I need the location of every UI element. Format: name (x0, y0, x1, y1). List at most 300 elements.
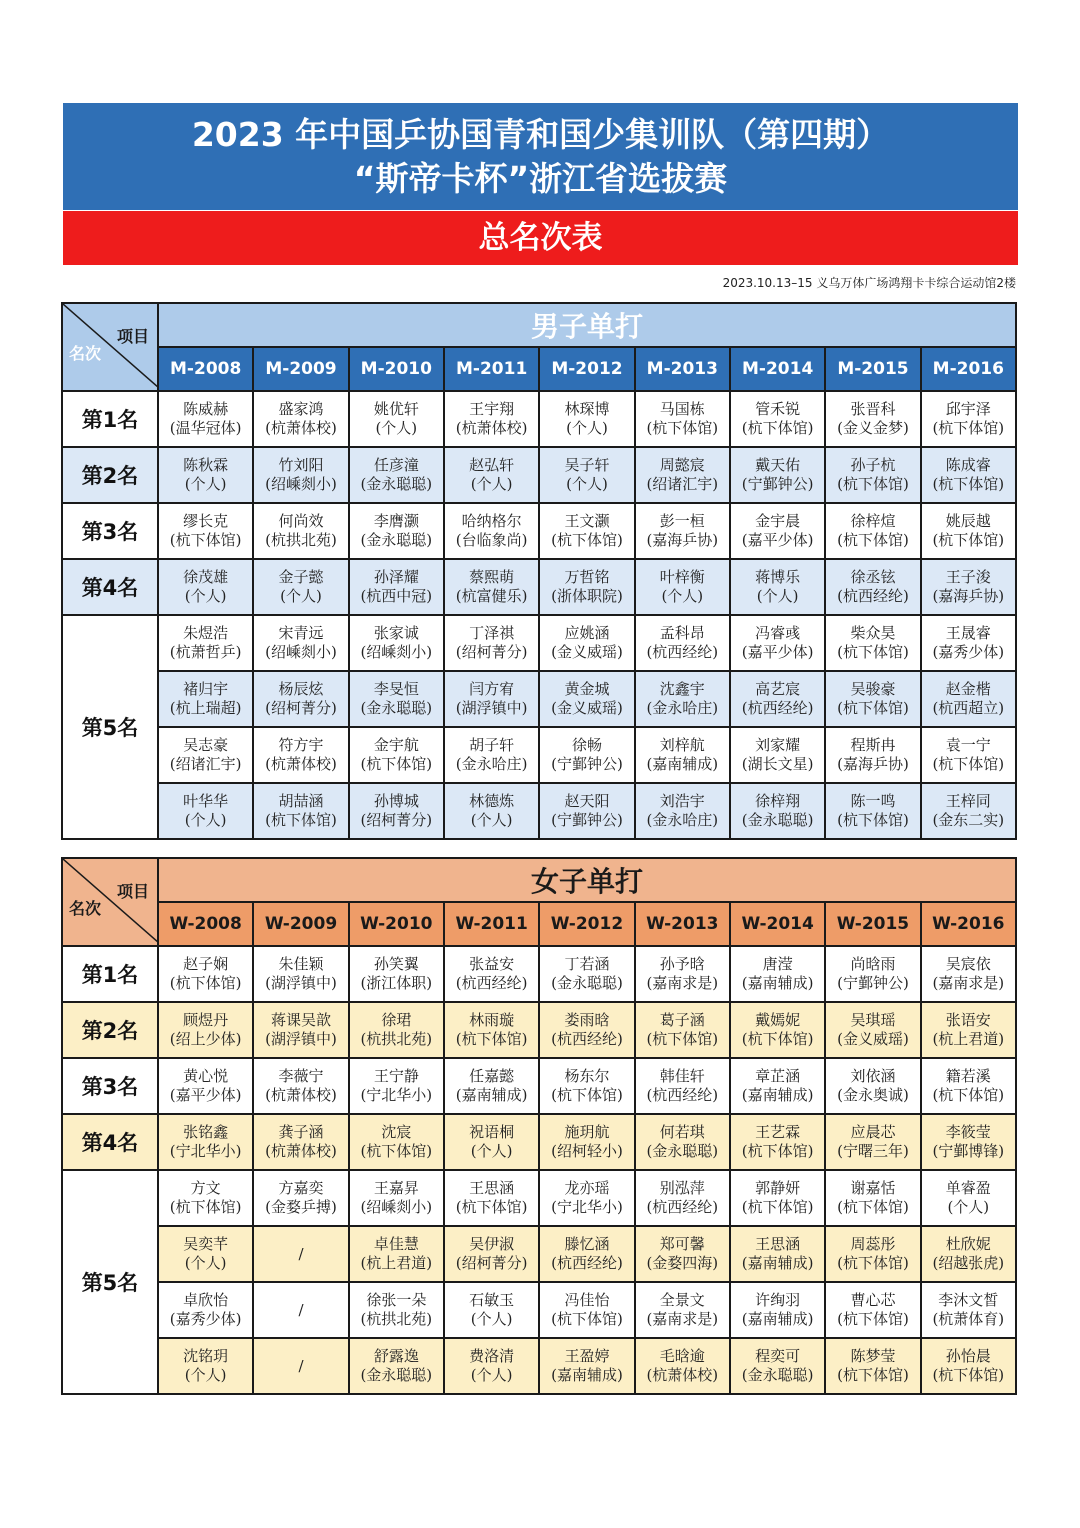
player-name: 孙子杭 (850, 456, 896, 474)
player-club: (湖长文星) (741, 755, 814, 773)
player-name: 陈梦莹 (850, 1347, 896, 1365)
category-header: M-2008 (158, 347, 253, 391)
player-name: 杜欣妮 (945, 1235, 991, 1253)
player-cell (349, 447, 444, 503)
player-name: 章芷涵 (755, 1067, 801, 1085)
player-name: 孟科昂 (659, 624, 705, 642)
player-club: (个人) (184, 1366, 227, 1384)
category-header: W-2008 (158, 902, 253, 946)
player-name: 李沐文皙 (938, 1291, 999, 1309)
player-club: (嘉南求是) (646, 974, 719, 992)
player-name: 金子懿 (278, 568, 324, 586)
player-cell (349, 727, 444, 783)
player-cell (349, 1226, 444, 1282)
player-cell (730, 671, 825, 727)
player-club: (宁鄞钟公) (837, 974, 909, 992)
player-cell (635, 503, 730, 559)
player-cell (539, 503, 634, 559)
player-cell (921, 1114, 1016, 1170)
player-cell (253, 615, 348, 671)
player-club: (杭下体馆) (837, 1198, 909, 1216)
table-row (62, 1114, 1016, 1170)
player-cell (825, 783, 920, 839)
player-name: 万哲铭 (564, 568, 610, 586)
player-cell (539, 1170, 634, 1226)
player-name: 沈铭玥 (183, 1347, 229, 1365)
player-club: (杭下体馆) (455, 1198, 528, 1216)
player-cell (253, 783, 348, 839)
player-cell (921, 1282, 1016, 1338)
rank-label: 第5名 (62, 1170, 158, 1394)
player-cell (349, 671, 444, 727)
player-club: (金义金梦) (837, 419, 909, 437)
player-name: 李旻恒 (373, 680, 419, 698)
player-cell (635, 1058, 730, 1114)
player-cell (825, 1226, 920, 1282)
player-club: (嘉南辅成) (741, 1254, 814, 1272)
category-header: W-2009 (253, 902, 348, 946)
player-club: (宁鄞博锋) (932, 1142, 1005, 1160)
player-name: 赵金楷 (945, 680, 991, 698)
rank-label: 第2名 (62, 1002, 158, 1058)
player-club: (杭拱北苑) (265, 531, 337, 549)
player-name: 任彦潼 (373, 456, 419, 474)
player-club: (个人) (756, 587, 799, 605)
player-name: 盛家鸿 (278, 400, 324, 418)
player-cell (635, 1338, 730, 1394)
player-cell (349, 503, 444, 559)
player-cell (921, 615, 1016, 671)
category-header: M-2009 (253, 347, 348, 391)
player-club: (嘉海乒协) (932, 587, 1005, 605)
player-club: (杭萧体校) (265, 1142, 337, 1160)
player-cell (539, 1114, 634, 1170)
player-cell (444, 1282, 539, 1338)
rank-label: 第1名 (62, 391, 158, 447)
player-name: 王思涵 (755, 1235, 801, 1253)
player-name: 王宁静 (373, 1067, 419, 1085)
player-name: 胡子轩 (469, 736, 515, 754)
player-club: (宁曙三年) (837, 1142, 909, 1160)
player-cell (158, 946, 253, 1002)
player-club: (绍柯轻小) (551, 1142, 623, 1160)
player-cell (349, 559, 444, 615)
player-cell (253, 559, 348, 615)
player-cell (253, 727, 348, 783)
player-cell (730, 1114, 825, 1170)
player-cell (158, 391, 253, 447)
player-name: 沈宸 (381, 1123, 412, 1141)
player-cell (349, 783, 444, 839)
player-club: (杭下体馆) (932, 531, 1005, 549)
player-club: (个人) (470, 1310, 513, 1328)
player-name: 冯睿彧 (755, 624, 801, 642)
category-header: W-2012 (539, 902, 634, 946)
player-name: 丁泽祺 (469, 624, 515, 642)
player-cell (253, 1002, 348, 1058)
player-name: 缪长克 (183, 512, 229, 530)
player-cell (539, 671, 634, 727)
player-name: 叶梓衡 (659, 568, 705, 586)
player-club: (嘉南求是) (646, 1310, 719, 1328)
player-name: 韩佳轩 (659, 1067, 705, 1085)
player-name: 徐丞铉 (850, 568, 896, 586)
player-name: 邱宇泽 (945, 400, 991, 418)
player-club: (杭下体馆) (360, 1142, 433, 1160)
player-name: 刘家耀 (755, 736, 801, 754)
table-row (62, 1170, 1016, 1226)
category-header: M-2010 (349, 347, 444, 391)
player-cell (158, 1114, 253, 1170)
player-club: (金永聪聪) (360, 531, 433, 549)
player-club: (金永聪聪) (741, 811, 814, 829)
player-club: (金婺四海) (646, 1254, 719, 1272)
player-club: (个人) (280, 587, 322, 605)
player-club: (宁鄞钟公) (741, 475, 814, 493)
player-cell (444, 727, 539, 783)
player-club: (杭下体馆) (265, 811, 337, 829)
player-cell (539, 559, 634, 615)
player-name: 卓欣怡 (183, 1291, 229, 1309)
title-line-1: 2023 年中国乒协国青和国少集训队（第四期） (191, 115, 890, 154)
player-cell (444, 1226, 539, 1282)
player-club: (个人) (566, 419, 608, 437)
player-club: (嘉秀少体) (932, 643, 1005, 661)
category-header: W-2013 (635, 902, 730, 946)
player-name: 张家诚 (373, 624, 419, 642)
category-header: W-2016 (921, 902, 1016, 946)
player-cell (825, 1170, 920, 1226)
player-club: (绍越张虎) (932, 1254, 1005, 1272)
player-club: (湖浮镇中) (265, 1030, 337, 1048)
player-cell (921, 727, 1016, 783)
player-name: 徐张一朵 (366, 1291, 427, 1309)
player-name: 袁一宁 (945, 736, 991, 754)
player-cell (825, 1002, 920, 1058)
player-cell (921, 671, 1016, 727)
player-club: (杭下体馆) (837, 1366, 909, 1384)
player-cell (921, 1226, 1016, 1282)
player-name: 何若琪 (659, 1123, 705, 1141)
player-name: 葛子涵 (659, 1011, 705, 1029)
player-name: 吴宸依 (945, 955, 991, 973)
player-name: 卓佳慧 (373, 1235, 419, 1253)
player-name: 戴嫣妮 (755, 1011, 801, 1029)
category-header: M-2013 (635, 347, 730, 391)
player-club: (金永哈庄) (646, 699, 719, 717)
player-club: (杭下体馆) (837, 475, 909, 493)
player-name: 符方宇 (278, 736, 324, 754)
category-header: W-2014 (730, 902, 825, 946)
player-name: 宋青远 (278, 624, 324, 642)
player-cell (444, 447, 539, 503)
player-name: 赵天阳 (564, 792, 610, 810)
player-name: 李薇宁 (278, 1067, 324, 1085)
player-club: (金永聪聪) (360, 1366, 433, 1384)
player-name: 杨辰炫 (278, 680, 324, 698)
player-club: (金义威瑶) (551, 643, 623, 661)
player-cell (730, 559, 825, 615)
player-club: (绍嵊剡小) (360, 1198, 433, 1216)
player-club: (绍柯菁分) (455, 1254, 528, 1272)
player-cell (444, 1170, 539, 1226)
player-club: (杭下体馆) (932, 419, 1005, 437)
player-cell (158, 1282, 253, 1338)
player-club: (个人) (470, 811, 513, 829)
player-cell (730, 1170, 825, 1226)
player-club: (杭萧体育) (932, 1310, 1005, 1328)
player-club: (杭西超立) (932, 699, 1005, 717)
player-name: 张益安 (469, 955, 515, 973)
table-row (62, 391, 1016, 447)
player-club: (杭下体馆) (932, 755, 1005, 773)
player-name: 程斯冉 (850, 736, 896, 754)
player-name: 哈纳格尔 (461, 512, 522, 530)
player-club: (个人) (184, 811, 227, 829)
player-club: (杭上君道) (932, 1030, 1005, 1048)
player-club: (绍诸汇宇) (169, 755, 242, 773)
player-club: (杭西经纶) (551, 1254, 623, 1272)
player-club: (嘉南辅成) (551, 1366, 623, 1384)
player-cell (444, 615, 539, 671)
player-cell (730, 1282, 825, 1338)
player-cell (921, 391, 1016, 447)
player-club: (杭下体馆) (455, 1030, 528, 1048)
player-cell (635, 1226, 730, 1282)
player-cell (253, 946, 348, 1002)
player-club: (绍柯菁分) (360, 811, 433, 829)
player-club: (杭下体馆) (932, 1366, 1005, 1384)
player-club: (杭下体馆) (741, 1198, 814, 1216)
player-cell (349, 1058, 444, 1114)
player-name: 管禾锐 (755, 400, 801, 418)
player-name: 陈一鸣 (850, 792, 896, 810)
player-club: (温华冠体) (169, 419, 242, 437)
player-name: 石敏玉 (469, 1291, 515, 1309)
table-row (62, 1338, 1016, 1394)
player-name: 冯佳怡 (564, 1291, 610, 1309)
player-club: (嘉南辅成) (741, 974, 814, 992)
player-name: 程奕可 (755, 1347, 801, 1365)
player-name: 蒋博乐 (755, 568, 801, 586)
player-cell (921, 559, 1016, 615)
player-club: (金婺乒搏) (265, 1198, 337, 1216)
player-club: (绍嵊剡小) (265, 475, 337, 493)
player-name: 黄心悦 (183, 1067, 229, 1085)
corner-header (62, 858, 158, 946)
player-name: 刘浩宇 (659, 792, 705, 810)
player-cell (539, 783, 634, 839)
player-cell (444, 783, 539, 839)
player-cell (349, 1170, 444, 1226)
player-name: 祝语桐 (469, 1123, 515, 1141)
player-name: 黄金城 (564, 680, 610, 698)
player-club: (金永奥诚) (837, 1086, 909, 1104)
player-name: 方嘉奕 (278, 1179, 324, 1197)
player-name: 朱煜浩 (183, 624, 229, 642)
player-name: 应姚涵 (564, 624, 610, 642)
corner-label-rank: 名次 (69, 344, 102, 363)
player-cell (253, 391, 348, 447)
player-name: 闫方宥 (469, 680, 515, 698)
player-cell (158, 503, 253, 559)
player-name: 陈威赫 (183, 400, 229, 418)
player-club: (杭下体馆) (169, 974, 242, 992)
player-name: 姚辰越 (945, 512, 991, 530)
player-club: (金东二实) (932, 811, 1005, 829)
player-club: (杭上君道) (360, 1254, 433, 1272)
player-club: (个人) (184, 587, 227, 605)
player-cell (921, 1170, 1016, 1226)
player-club: (杭西经纶) (646, 1086, 719, 1104)
player-club: (杭萧体校) (265, 419, 337, 437)
player-club: (杭西经纶) (551, 1030, 623, 1048)
player-cell (539, 447, 634, 503)
rank-label: 第1名 (62, 946, 158, 1002)
player-cell (539, 727, 634, 783)
player-cell (635, 447, 730, 503)
rank-label: 第4名 (62, 559, 158, 615)
player-club: (杭下体馆) (932, 1086, 1005, 1104)
category-header: W-2011 (444, 902, 539, 946)
player-club: (个人) (947, 1198, 990, 1216)
title-line-2: “斯帝卡杯”浙江省选拔赛 (353, 159, 728, 198)
player-club: (金永聪聪) (360, 475, 433, 493)
player-club: (杭下体馆) (837, 643, 909, 661)
player-cell (158, 727, 253, 783)
player-name: 周懿宸 (659, 456, 705, 474)
player-name: 毛晗逾 (659, 1347, 705, 1365)
player-name: 林雨璇 (469, 1011, 515, 1029)
player-name: 郭静妍 (755, 1179, 801, 1197)
player-name: 王艺霖 (755, 1123, 801, 1141)
women-singles-table (61, 857, 1017, 1395)
category-header: M-2012 (539, 347, 634, 391)
table-row (62, 1282, 1016, 1338)
player-name: 王嘉昇 (373, 1179, 419, 1197)
player-cell (825, 727, 920, 783)
player-club: (绍柯菁分) (455, 643, 528, 661)
player-club: (杭下体馆) (551, 1086, 623, 1104)
player-name: 陈成睿 (945, 456, 991, 474)
table-row (62, 1058, 1016, 1114)
category-header: M-2011 (444, 347, 539, 391)
player-cell (825, 1114, 920, 1170)
player-name: 王子浚 (945, 568, 991, 586)
player-name: 朱佳颖 (278, 955, 324, 973)
player-cell (825, 391, 920, 447)
player-club: (杭下体馆) (646, 419, 719, 437)
player-name: 曹心芯 (850, 1291, 896, 1309)
player-name: 单睿盈 (945, 1179, 991, 1197)
date-venue-line: 2023.10.13–15 义乌万体广场鸿翔卡卡综合运动馆2楼 (722, 276, 1016, 290)
player-club: (嘉平少体) (741, 531, 814, 549)
player-name: 何尚效 (278, 512, 324, 530)
player-club: (嘉海乒协) (646, 531, 719, 549)
player-name: 张晋科 (850, 400, 896, 418)
player-club: (杭萧体校) (646, 1366, 719, 1384)
player-club: (宁北华小) (360, 1086, 433, 1104)
player-cell (730, 391, 825, 447)
player-cell (921, 946, 1016, 1002)
player-name: 蒋课吴歆 (270, 1011, 331, 1029)
player-cell (253, 1170, 348, 1226)
player-cell (921, 1002, 1016, 1058)
player-name: 赵子娴 (183, 955, 229, 973)
player-name: 孙予晗 (659, 955, 705, 973)
player-cell (825, 946, 920, 1002)
player-name: 徐梓翔 (755, 792, 801, 810)
player-name: 竹刘阳 (278, 456, 324, 474)
player-cell (158, 615, 253, 671)
player-name: 胡喆涵 (278, 792, 324, 810)
player-club: (金义威瑶) (837, 1030, 909, 1048)
corner-header (62, 303, 158, 391)
player-cell (444, 503, 539, 559)
player-cell (444, 1058, 539, 1114)
player-name: 籍若溪 (945, 1067, 991, 1085)
player-cell (825, 1282, 920, 1338)
player-cell (349, 1002, 444, 1058)
player-club: (浙江体职) (360, 974, 433, 992)
table-row (62, 447, 1016, 503)
player-name: 褚归宇 (183, 680, 229, 698)
player-name: 徐珺 (381, 1011, 412, 1029)
player-name: 王文灏 (564, 512, 610, 530)
player-club: (杭西经纶) (455, 974, 528, 992)
player-name: 唐滢 (762, 955, 793, 973)
section-title: 女子单打 (158, 858, 1016, 902)
player-club: (嘉南辅成) (741, 1310, 814, 1328)
player-cell (730, 783, 825, 839)
player-club: (杭下体馆) (551, 1310, 623, 1328)
player-club: (嘉海乒协) (837, 755, 909, 773)
player-club: (个人) (566, 475, 608, 493)
player-name: 谢嘉恬 (850, 1179, 896, 1197)
player-club: (绍上少体) (169, 1030, 242, 1048)
player-cell (635, 727, 730, 783)
player-club: (金永哈庄) (455, 755, 528, 773)
player-name: 柴众昊 (850, 624, 896, 642)
player-cell (921, 503, 1016, 559)
player-club: (嘉南辅成) (741, 1086, 814, 1104)
category-header: M-2014 (730, 347, 825, 391)
player-club: (嘉南求是) (932, 974, 1005, 992)
player-name: 尚晗雨 (850, 955, 896, 973)
player-cell (349, 1338, 444, 1394)
player-cell (730, 1338, 825, 1394)
player-name: 施玥航 (564, 1123, 610, 1141)
player-club: (杭萧体校) (455, 419, 528, 437)
player-cell (253, 447, 348, 503)
player-name: 林德炼 (469, 792, 515, 810)
player-name: 全景文 (659, 1291, 705, 1309)
player-cell (444, 559, 539, 615)
player-club: (金永聪聪) (646, 1142, 719, 1160)
player-cell (635, 1002, 730, 1058)
table-row (62, 727, 1016, 783)
player-cell (158, 1338, 253, 1394)
player-name: 孙博城 (373, 792, 419, 810)
player-cell (730, 727, 825, 783)
player-club: (个人) (470, 1142, 513, 1160)
player-name: 娄雨晗 (564, 1011, 610, 1029)
player-club: (杭西经纶) (646, 643, 719, 661)
player-club: (杭下体馆) (741, 419, 814, 437)
player-cell (349, 1114, 444, 1170)
player-name: / (298, 1356, 304, 1375)
subtitle-banner: 总名次表 (63, 211, 1018, 265)
